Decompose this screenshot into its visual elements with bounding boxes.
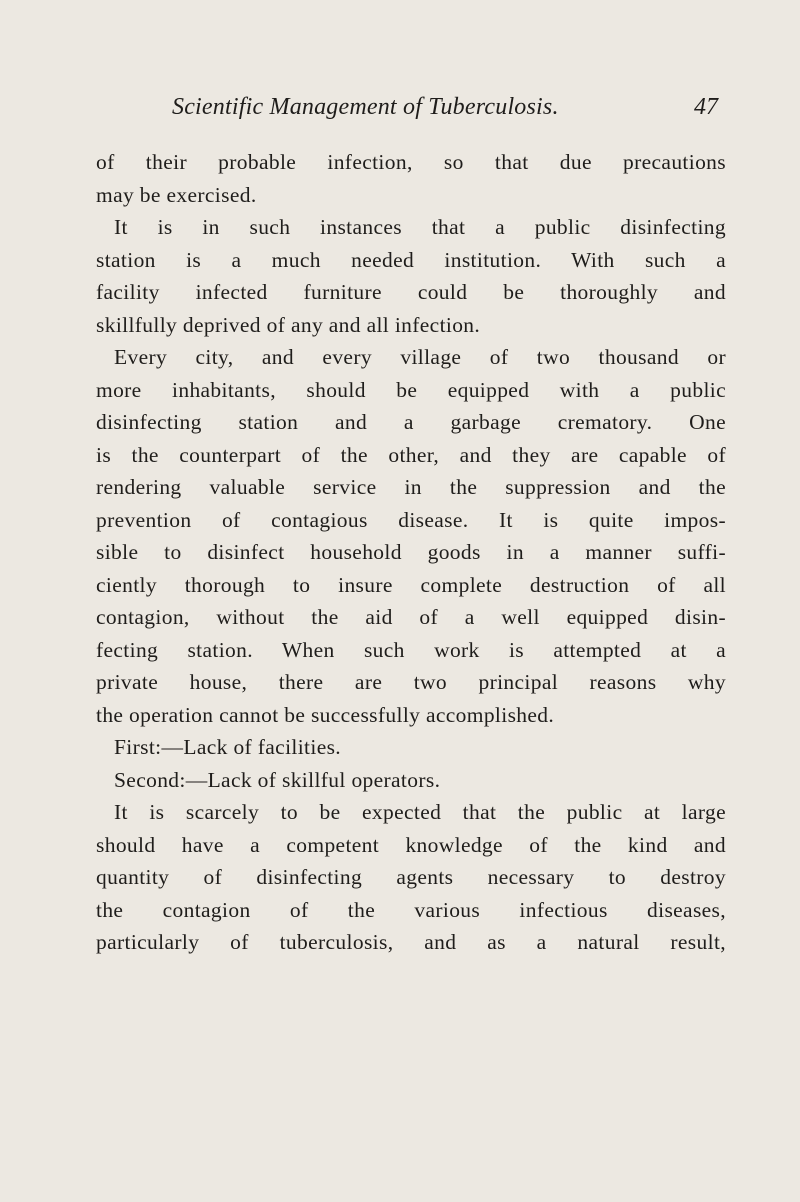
text-line: facility infected furniture could be thoroughly and (96, 280, 726, 304)
text-line: Second:—Lack of skillful operators. (114, 767, 441, 792)
text-line: First:—Lack of facilities. (114, 735, 342, 759)
text-line: sible to disinfect household goods in a manner suffi- (96, 540, 726, 564)
text-line: It is scarcely to be expected that the public at large (114, 800, 726, 824)
page-number: 47 (694, 94, 718, 120)
text-line: skillfully deprived of any and all infection. (96, 312, 481, 337)
text-line: may be exercised. (96, 182, 257, 207)
text-line: the contagion of the various infectious diseases, (96, 897, 726, 922)
text-line: should have a competent knowledge of the kind and (96, 832, 726, 857)
body-text (96, 146, 726, 959)
text-line: ciently thorough to insure complete destruction of all (96, 572, 726, 597)
text-line: rendering valuable service in the suppression and the (96, 475, 726, 499)
text-line: of their probable infection, so that due precautions (96, 150, 726, 174)
text-line: quantity of disinfecting agents necessary to destroy (96, 865, 726, 889)
text-line: prevention of contagious disease. It is quite impos- (96, 507, 726, 532)
text-line: Every city, and every village of two thousand or (114, 345, 726, 369)
text-line: It is in such instances that a public disinfecting (114, 215, 726, 239)
text-line: contagion, without the aid of a well equipped disin- (96, 605, 726, 629)
running-head-title: Scientific Management of Tuberculosis. (172, 94, 559, 120)
text-line: particularly of tuberculosis, and as a natural result, (96, 930, 726, 954)
text-line: private house, there are two principal reasons why (96, 670, 726, 694)
text-line: the operation cannot be successfully accomplished. (96, 702, 555, 727)
text-line: station is a much needed institution. With such a (96, 247, 726, 272)
text-line: more inhabitants, should be equipped with a public (96, 377, 726, 402)
text-line: disinfecting station and a garbage crematory. One (96, 410, 726, 434)
text-line: fecting station. When such work is attempted at a (96, 637, 726, 662)
text-line: is the counterpart of the other, and they are capable of (96, 442, 726, 467)
